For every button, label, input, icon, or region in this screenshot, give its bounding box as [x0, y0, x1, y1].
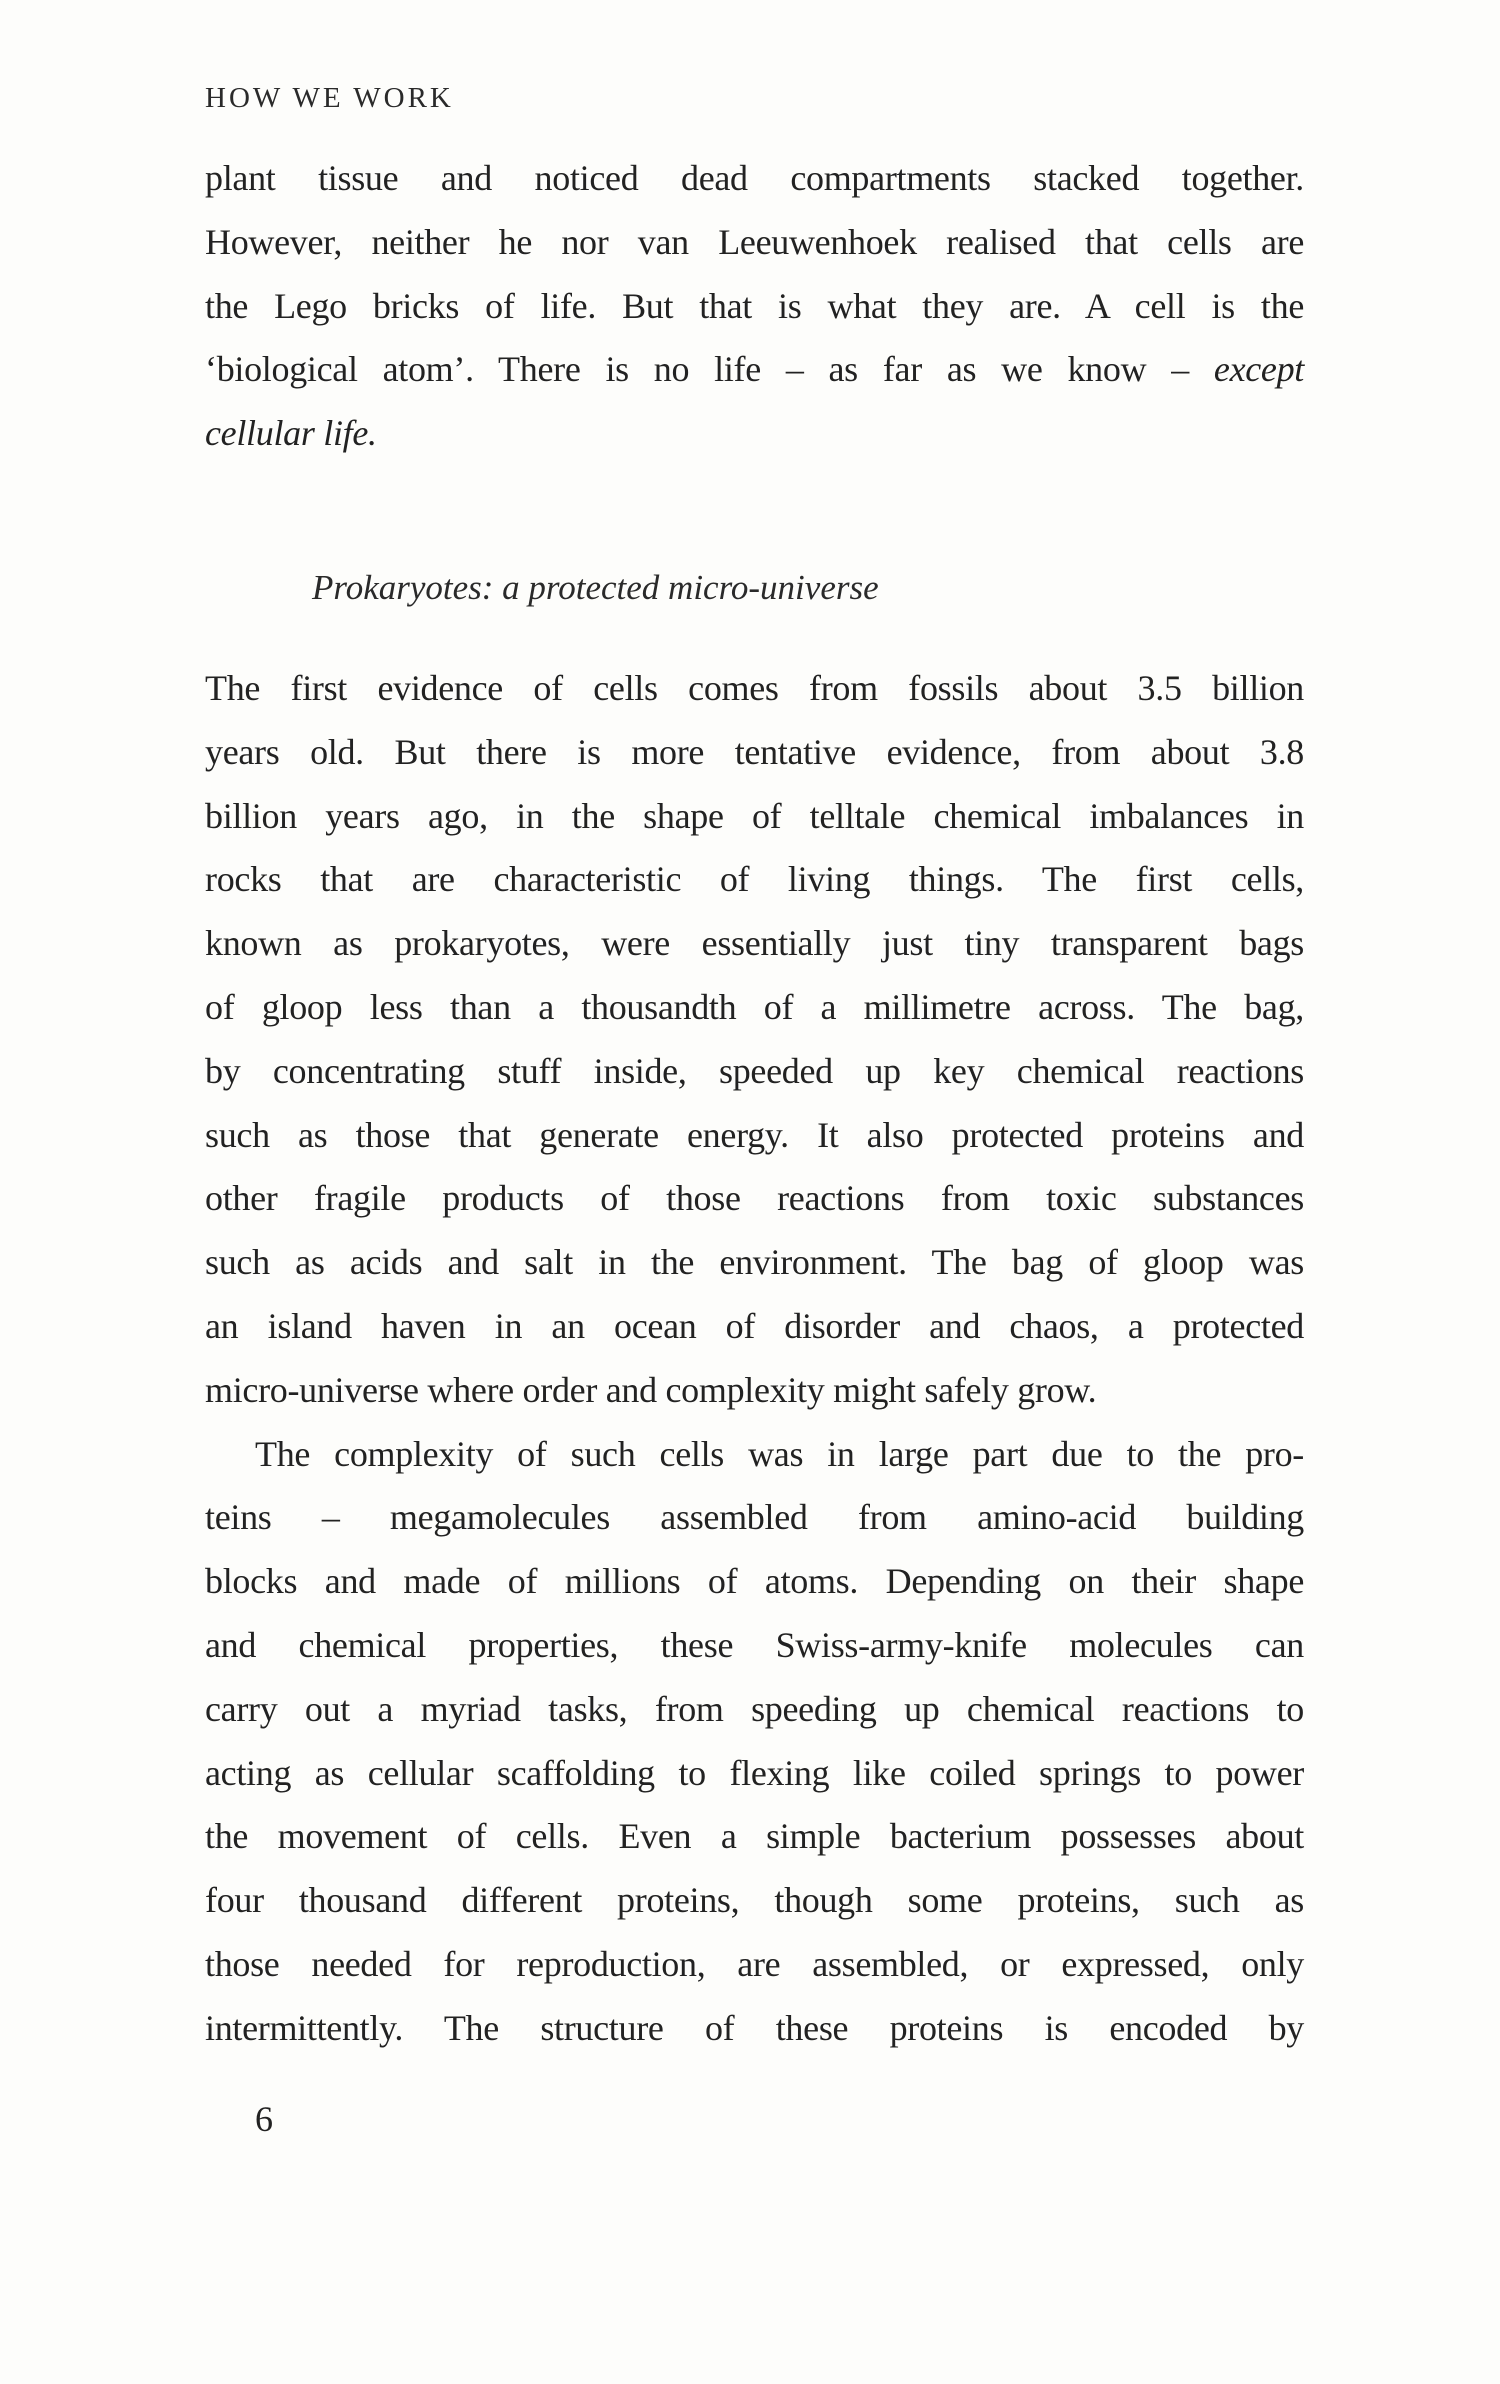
text-line: However, neither he nor van Leeuwenhoek realised that cells are	[205, 221, 1304, 262]
text-line: intermittently. The structure of these proteins is encoded by	[205, 2007, 1304, 2048]
text-segment: ‘biological atom’. There is no life – as far as we know –	[205, 349, 1189, 390]
text-line: four thousand different proteins, though some proteins, such as	[205, 1880, 1304, 1921]
text-line: such as acids and salt in the environment. The bag of gloop was	[205, 1242, 1304, 1283]
paragraph-intro	[205, 147, 1304, 466]
text-line: an island haven in an ocean of disorder and chaos, a protected	[205, 1305, 1304, 1346]
text-line: teins – megamolecules assembled from amino-acid building	[205, 1497, 1304, 1538]
page-number: 6	[255, 2099, 273, 2139]
text-line: and chemical properties, these Swiss-army-knife molecules can	[205, 1624, 1304, 1665]
section-subheading: Prokaryotes: a protected micro-universe	[312, 568, 879, 607]
text-line	[205, 402, 1304, 466]
text-line: the movement of cells. Even a simple bacterium possesses about	[205, 1816, 1304, 1857]
text-line: billion years ago, in the shape of telltale chemical imbalances in	[205, 795, 1304, 836]
text-line: known as prokaryotes, were essentially just tiny transparent bags	[205, 923, 1304, 964]
text-line: blocks and made of millions of atoms. Depending on their shape	[205, 1561, 1304, 1602]
text-line: of gloop less than a thousandth of a millimetre across. The bag,	[205, 986, 1304, 1027]
italic-text: except	[1213, 349, 1305, 390]
text-line: rocks that are characteristic of living things. The first cells,	[205, 859, 1304, 900]
running-head: HOW WE WORK	[205, 82, 454, 114]
text-line: The first evidence of cells comes from fossils about 3.5 billion	[205, 668, 1304, 708]
text-line	[205, 338, 1304, 402]
paragraph-prokaryotes	[205, 657, 1304, 2061]
text-line: other fragile products of those reactions from toxic substances	[205, 1178, 1304, 1219]
text-line: the Lego bricks of life. But that is what they are. A cell is the	[205, 285, 1304, 326]
text-line: acting as cellular scaffolding to flexing like coiled springs to power	[205, 1752, 1304, 1793]
italic-text: cellular life.	[205, 413, 377, 454]
text-line: micro-universe where order and complexity might safely grow.	[205, 1369, 1097, 1410]
text-line: by concentrating stuff inside, speeded up key chemical reactions	[205, 1050, 1304, 1091]
text-line: those needed for reproduction, are assembled, or expressed, only	[205, 1943, 1304, 1984]
text-line: plant tissue and noticed dead compartments stacked together.	[205, 158, 1304, 198]
text-line: years old. But there is more tentative evidence, from about 3.8	[205, 731, 1304, 772]
text-line: carry out a myriad tasks, from speeding up chemical reactions to	[205, 1688, 1304, 1729]
text-line: such as those that generate energy. It also protected proteins and	[205, 1114, 1304, 1155]
text-line: The complexity of such cells was in large part due to the pro-	[255, 1433, 1304, 1474]
